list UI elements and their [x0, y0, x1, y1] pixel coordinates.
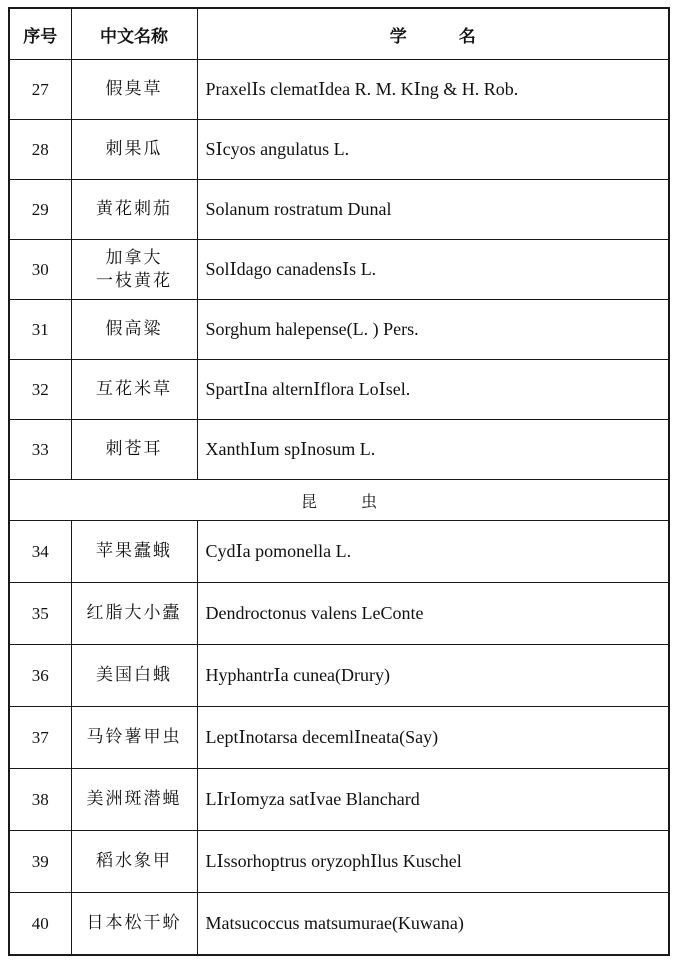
section-header-part1: 昆: [300, 491, 317, 511]
header-scientific-name-part1: 学: [389, 26, 407, 47]
header-scientific-name-part2: 名: [458, 26, 476, 47]
table-row: [9, 60, 669, 120]
row-scientific-name: Matsucoccus matsumurae(Kuwana): [197, 893, 669, 956]
row-num: 36: [9, 645, 71, 707]
row-chinese-name: 假高粱: [71, 300, 197, 360]
row-chinese-name: 美洲斑潜蝇: [71, 769, 197, 831]
section-header-part2: 虫: [361, 491, 378, 511]
table-row: [9, 360, 669, 420]
section-header-row: [9, 480, 669, 521]
table-row: [9, 521, 669, 583]
row-scientific-name: CydⅠa pomonella L.: [197, 521, 669, 583]
header-num: 序号: [9, 8, 71, 60]
row-chinese-name: 红脂大小蠹: [71, 583, 197, 645]
row-chinese-name: 苹果蠹蛾: [71, 521, 197, 583]
row-chinese-name: 稻水象甲: [71, 831, 197, 893]
row-chinese-name-two-line: [71, 240, 197, 300]
row-num: 39: [9, 831, 71, 893]
row-num: 30: [9, 240, 71, 300]
table-body: [9, 60, 669, 956]
row-num: 35: [9, 583, 71, 645]
row-chinese-name-line1: 加拿大: [105, 247, 163, 268]
header-row: [9, 8, 669, 60]
row-num: 33: [9, 420, 71, 480]
table-row: [9, 420, 669, 480]
row-scientific-name: SolⅠdago canadensⅠs L.: [197, 240, 669, 300]
header-scientific-name: [197, 8, 669, 60]
row-scientific-name: LeptⅠnotarsa decemlⅠneata(Say): [197, 707, 669, 769]
row-num: 38: [9, 769, 71, 831]
table-row: [9, 707, 669, 769]
table-row: [9, 831, 669, 893]
row-scientific-name: LⅠrⅠomyza satⅠvae Blanchard: [197, 769, 669, 831]
row-chinese-name: 刺苍耳: [71, 420, 197, 480]
row-chinese-name: 刺果瓜: [71, 120, 197, 180]
row-scientific-name: HyphantrⅠa cunea(Drury): [197, 645, 669, 707]
table-row: [9, 120, 669, 180]
row-scientific-name: Sorghum halepense(L. ) Pers.: [197, 300, 669, 360]
table-row: [9, 645, 669, 707]
row-num: 37: [9, 707, 71, 769]
row-scientific-name: Solanum rostratum Dunal: [197, 180, 669, 240]
row-num: 31: [9, 300, 71, 360]
row-scientific-name: XanthⅠum spⅠnosum L.: [197, 420, 669, 480]
table-header: [9, 8, 669, 60]
row-num: 27: [9, 60, 71, 120]
table-row: [9, 180, 669, 240]
row-num: 29: [9, 180, 71, 240]
table-row: [9, 300, 669, 360]
row-scientific-name: Dendroctonus valens LeConte: [197, 583, 669, 645]
row-chinese-name-line2: 一枝黄花: [96, 270, 172, 291]
row-scientific-name: SpartⅠna alternⅠflora LoⅠsel.: [197, 360, 669, 420]
species-table: [8, 7, 670, 956]
table-row: [9, 583, 669, 645]
table-row: [9, 769, 669, 831]
row-chinese-name: 互花米草: [71, 360, 197, 420]
row-scientific-name: PraxelⅠs clematⅠdea R. M. KⅠng & H. Rob.: [197, 60, 669, 120]
row-chinese-name: 黄花刺茄: [71, 180, 197, 240]
row-scientific-name: LⅠssorhoptrus oryzophⅠlus Kuschel: [197, 831, 669, 893]
row-scientific-name: SⅠcyos angulatus L.: [197, 120, 669, 180]
row-chinese-name: 日本松干蚧: [71, 893, 197, 956]
species-table-sheet: [8, 7, 668, 956]
table-row: [9, 240, 669, 300]
section-header-insects: [9, 480, 669, 521]
row-num: 32: [9, 360, 71, 420]
row-chinese-name: 马铃薯甲虫: [71, 707, 197, 769]
row-num: 28: [9, 120, 71, 180]
row-chinese-name: 假臭草: [71, 60, 197, 120]
table-row: [9, 893, 669, 956]
row-chinese-name: 美国白蛾: [71, 645, 197, 707]
header-chinese-name: 中文名称: [71, 8, 197, 60]
row-num: 40: [9, 893, 71, 956]
row-num: 34: [9, 521, 71, 583]
